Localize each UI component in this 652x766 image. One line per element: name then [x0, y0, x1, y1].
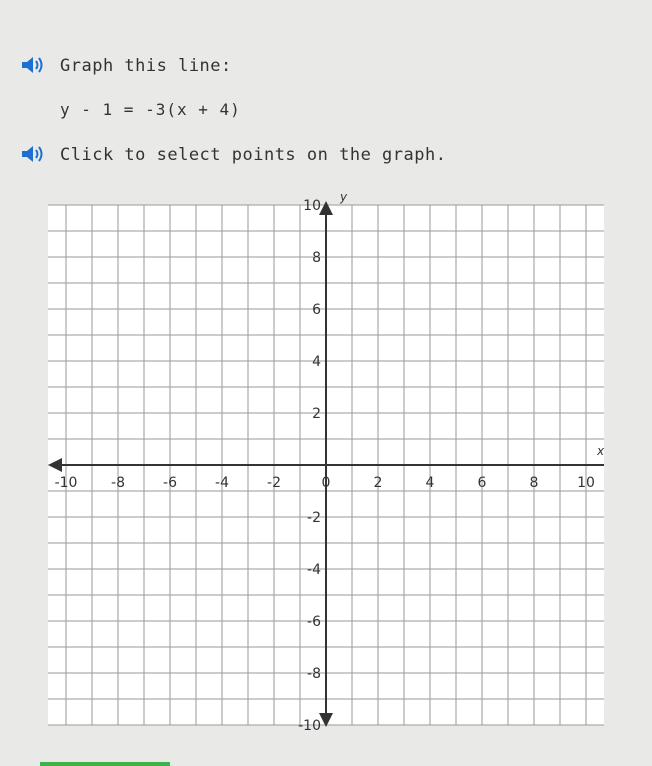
y-axis-label: y	[340, 190, 348, 204]
x-tick-label: 2	[373, 475, 383, 491]
instruction-select-points: Click to select points on the graph.	[60, 145, 447, 165]
y-tick-label: -2	[307, 510, 321, 526]
x-tick-label: 8	[529, 475, 539, 491]
x-axis-label: x	[597, 444, 605, 458]
x-tick-label: 6	[477, 475, 487, 491]
y-tick-label: 8	[312, 250, 321, 266]
progress-bar	[40, 762, 170, 766]
y-tick-label: -4	[307, 562, 321, 578]
y-tick-label: 4	[312, 354, 321, 370]
y-tick-label: 2	[312, 406, 321, 422]
x-tick-label: -4	[215, 475, 229, 491]
y-tick-label: -6	[307, 614, 321, 630]
y-tick-label: -10	[298, 718, 321, 734]
y-tick-label: 6	[312, 302, 321, 318]
equation: y - 1 = -3(x + 4)	[60, 100, 241, 119]
instruction-graph-line: Graph this line:	[60, 56, 232, 76]
x-tick-label: 10	[577, 475, 595, 491]
y-tick-label: -8	[307, 666, 321, 682]
y-tick-label: 10	[303, 198, 321, 214]
x-tick-label: 0	[321, 475, 331, 491]
x-tick-label: -10	[54, 475, 78, 491]
x-tick-label: -6	[163, 475, 177, 491]
x-tick-label: -2	[267, 475, 281, 491]
x-tick-label: -8	[111, 475, 125, 491]
x-tick-label: 4	[425, 475, 435, 491]
